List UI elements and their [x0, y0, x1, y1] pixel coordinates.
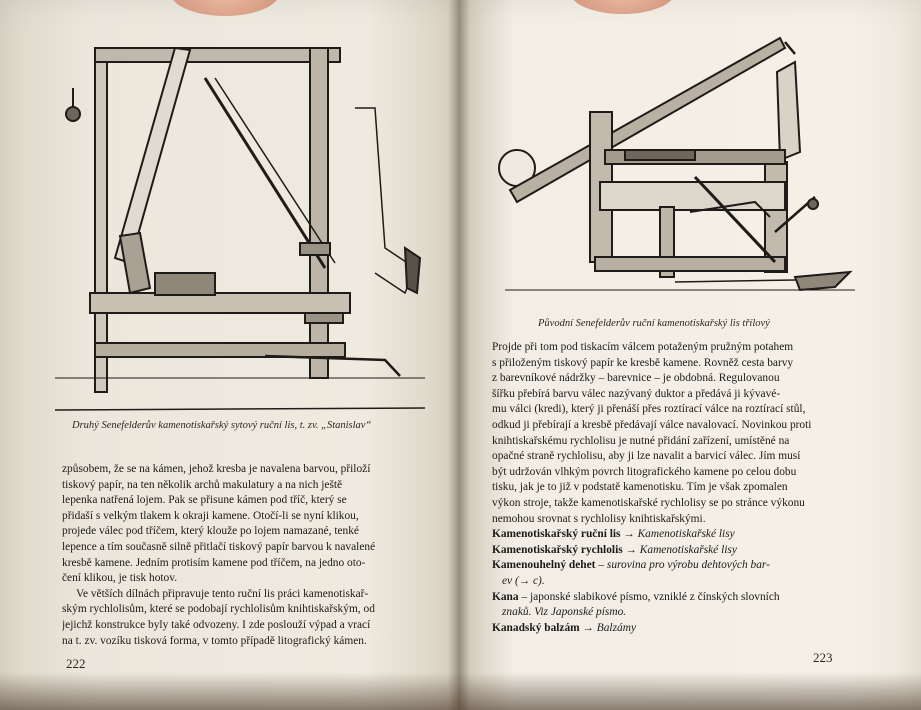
- table-edge: [0, 672, 921, 710]
- text-line: tiskový papír, na ten několik archů makulatury a na nich ještě: [62, 478, 343, 491]
- entry-term: Kamenotiskařský ruční lis: [492, 528, 621, 541]
- left-figure-caption: Druhý Senefelderův kamenotiskařský sytový ruční lis, t. zv. „Stanislav“: [72, 420, 372, 431]
- text-line: odkud ji přebírají a kresbě předávají válce navalovací. Novinkou proti: [492, 418, 812, 431]
- text-line: šířku přebírá barvu válec nazývaný duktor a předává ji kývavé-: [492, 387, 781, 400]
- text-line: lepence a tím současně silně přitlačí tiskový papír barvou k navalené: [62, 540, 376, 553]
- entry-rest: → Balzámy: [582, 621, 636, 634]
- text-line: opačné straně rychlolisu, aby ji lze navalit a barvicí válec. Jím musí: [492, 450, 801, 463]
- text-line: z barevníkové nádržky – barevnice – je obdobná. Regulovanou: [492, 372, 780, 385]
- text-line: způsobem, že se na kámen, jehož kresba je navalena barvou, přiloží: [62, 463, 371, 475]
- entry-rest: – surovina pro výrobu dehtových bar-: [598, 559, 770, 572]
- text-line: s přiloženým tiskový papír ke kresbě kamene. Rovněž cesta barvy: [492, 356, 794, 369]
- dictionary-entry: [492, 527, 864, 543]
- entry-term: Kamenouhelný dehet: [492, 559, 596, 572]
- entry-term: Kanadský balzám: [492, 621, 580, 634]
- text-line: na t. zv. vozíku tisková forma, v tomto případě litografický kámen.: [62, 634, 367, 647]
- entry-term: Kamenotiskařský rychlolis: [492, 543, 623, 556]
- text-line: čení klikou, je tisk hotov.: [62, 572, 178, 585]
- text-line: Ve větších dílnách připravuje tento ruční lis práci kamenotiskař-: [76, 587, 369, 600]
- dictionary-entry: [492, 558, 864, 574]
- text-line: Projde při tom pod tiskacím válcem potaženým pružným potahem: [492, 341, 794, 353]
- book-gutter: [448, 0, 470, 710]
- entry-rest: – japonské slabikové písmo, vzniklé z čínských slovních: [521, 590, 780, 603]
- left-press-illustration: [55, 38, 440, 413]
- text-line: kresbě kamene. Jedním protisím kamene pod tříčem, na jedno oto-: [62, 556, 366, 569]
- text-line: tisku, jak je to již v podstatě kamenotisku. Tím je však zpomalen: [492, 481, 788, 494]
- entry-rest: ev (→ c).: [502, 574, 545, 587]
- text-line: přidaší s velkým tlakem k okraji kamene. Otočí-li se nyní klikou,: [62, 509, 359, 522]
- text-line: projede válec pod tříčem, který klouže po lojem namazané, tenké: [62, 525, 359, 538]
- left-text: [62, 462, 434, 649]
- page-number-left: 222: [66, 656, 86, 671]
- entry-term: Kana: [492, 590, 519, 603]
- entry-rest: → Kamenotiskařské lisy: [623, 528, 735, 541]
- text-line: nemohou srovnat s rychlolisy knihtiskařskými.: [492, 512, 706, 525]
- dictionary-entry: [492, 543, 864, 559]
- right-figure-caption: Původní Senefelderův ruční kamenotiskařský lis třílový: [538, 318, 770, 329]
- dictionary-entry: [492, 574, 864, 590]
- text-line: být udržován vlhkým povrch litografického kamene po celou dobu: [492, 465, 797, 478]
- dictionary-entry: [492, 621, 864, 637]
- page-number-right: 223: [813, 650, 833, 665]
- text-line: ským rychlolisům, které se podobají rychlolisům knihtiskařským, od: [62, 603, 375, 616]
- entry-rest: znaků. Viz Japonské písmo.: [502, 606, 627, 619]
- dictionary-entry: [492, 590, 864, 606]
- text-line: knihtiskařskému rychlolisu je nutné přidání zařízení, umístěné na: [492, 434, 790, 447]
- right-text: [492, 340, 864, 636]
- text-line: jejichž konstrukce byly také odvozeny. I zde poslouží výpad a vrací: [62, 618, 371, 631]
- text-line: výkon stroje, takže kamenotiskařské rychlolisy se po stránce výkonu: [492, 496, 805, 509]
- text-line: lepenka natřená lojem. Pak se přisune kámen pod tříč, který se: [62, 494, 347, 507]
- text-line: mu válci (kredi), který ji přenáší přes roztírací válce na roztírací stůl,: [492, 403, 806, 416]
- dictionary-entry: [492, 605, 864, 621]
- entry-rest: → Kamenotiskařské lisy: [625, 543, 737, 556]
- right-press-illustration: [495, 32, 865, 307]
